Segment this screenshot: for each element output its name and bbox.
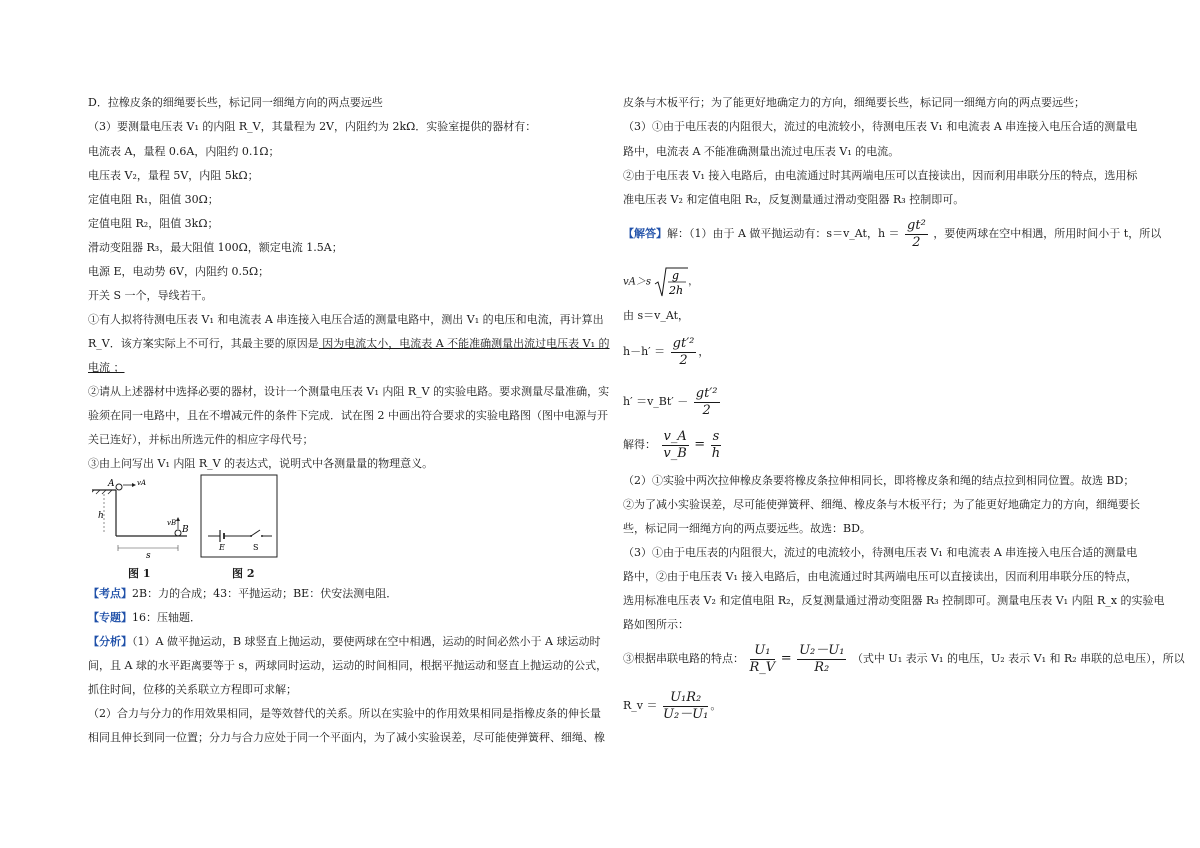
figure-1-caption: 图 1 <box>128 567 151 580</box>
fraction-u1-over-rv: $\frac{\text{U₁}}{R\_V}$ <box>749 642 776 675</box>
kaodian-line <box>88 587 397 601</box>
answer-blank-1: 因为电流太小，电流表 A 不能准确测量出流过电压表 V₁ 的 <box>318 337 610 350</box>
jieda-tag: 【解答】 <box>623 227 667 240</box>
equipment-voltmeter-v2: 电压表 V₂，量程 5V，内阻 5kΩ； <box>88 169 259 182</box>
sub-question-3: ③由上问写出 V₁ 内阻 R_V 的表达式，说明式中各测量量的物理意义。 <box>88 457 434 470</box>
right-line-13: ②为了减小实验误差，尽可能使弹簧秤、细绳、橡皮条与木板平行；为了能更好地确定力的方向，细绳要长 <box>623 498 1140 511</box>
sub-question-2-line2: 验须在同一电路中，且在不增减元件的条件下完成．试在图 2 中画出符合要求的实验电路图（图中电源与开 <box>88 409 608 422</box>
right-line-17: 选用标准电压表 V₂ 和定值电阻 R₂，反复测量通过滑动变阻器 R₃ 控制即可。测量电压表 V₁ 内阻 R_x 的实验电 <box>623 594 1165 607</box>
answer-blank-1-end: 电流 ； <box>88 361 125 374</box>
right-line-15: （3）①由于电压表的内阻很大，流过的电流较小，待测电压表 V₁ 和电流表 A 串连接入电压合适的测量电 <box>623 546 1138 559</box>
eq-h-minus-hp-end: ， <box>698 345 710 358</box>
eq-hp <box>623 382 722 422</box>
fenxi-line3: 抓住时间，位移的关系联立方程即可求解； <box>88 683 297 696</box>
figure-1-diagram <box>92 476 192 566</box>
fraction-va-over-vb: $\frac{v\_A}{v\_B}$ <box>663 428 687 461</box>
eq-rv-result <box>623 684 721 728</box>
fraction-u2-minus-u1-over-r2: $\frac{\text{U₂－U₁}}{\text{R₂}}$ <box>799 642 845 675</box>
fenxi-line5: 相同且伸长到同一位置；分力与合力应处于同一个平面内，为了减小实验误差，尽可能使弹簧秤、细绳、橡 <box>88 731 605 744</box>
fraction-u1r2-over-u2-minus-u1: $\frac{\text{U₁R₂}}{\text{U₂－U₁}}$ <box>663 689 709 722</box>
fenxi-tag: 【分析】 <box>88 635 132 648</box>
fenxi-line4: （2）合力与分力的作用效果相同，是等效替代的关系。所以在实验中的作用效果相同是指橡皮条的伸长量 <box>88 707 601 720</box>
kaodian-text: 2B：力的合成；43：平抛运动；BE：伏安法测电阻． <box>132 587 398 600</box>
fig2-label-e: E <box>219 543 225 552</box>
fraction-gt2-over-2: $\frac{\text{gt²}}{2}$ <box>907 217 926 250</box>
kaodian-tag: 【考点】 <box>88 587 132 600</box>
right-line-14: 些，标记同一细绳方向的两点要远些。故选：BD。 <box>623 522 871 535</box>
inequality-lhs: vA＞s <box>623 276 652 288</box>
eq-series-circuit: ③根据串联电路的特点： $\frac{\text{U₁}}{R\_V}$ = $\frac{\text{U₂－U₁}}{\text{R₂}}$ （式中 U₁ 表示 V₁ 的电压，U₂ 表示 V₁ 和 R₂ 串联的总电压），所以 <box>623 642 1185 675</box>
right-line-18: 路如图所示： <box>623 618 689 631</box>
right-line-1: 皮条与木板平行；为了能更好地确定力的方向，细绳要长些，标记同一细绳方向的两点要远些； <box>623 96 1085 109</box>
jieda-text-2: ，要使两球在空中相遇，所用时间小于 t，所以 <box>933 227 1162 240</box>
jieda-text-1: 解：（1）由于 A 做平抛运动有：s＝v_At，h ＝ <box>667 227 900 240</box>
equipment-r1: 定值电阻 R₁，阻值 30Ω； <box>88 193 219 206</box>
eq-h-minus-hp-lhs: h－h′ ＝ <box>623 345 666 358</box>
jieda-line <box>623 214 1161 254</box>
right-line-3: 路中，电流表 A 不能准确测量出流过电压表 V₁ 的电流。 <box>623 145 900 158</box>
equipment-ammeter: 电流表 A，量程 0.6A，内阻约 0.1Ω； <box>88 145 280 158</box>
fig1-label-a: A <box>108 479 115 489</box>
equipment-r3: 滑动变阻器 R₃，最大阻值 100Ω，额定电流 1.5A； <box>88 241 343 254</box>
sub-question-1-line2 <box>88 337 610 351</box>
question-3-intro: （3）要测量电压表 V₁ 的内阻 R_V，其量程为 2V，内阻约为 2kΩ．实验室提供的器材有： <box>88 120 537 133</box>
fig2-label-s: S <box>253 543 259 552</box>
sub-question-2-line3: 关已连好），并标出所选元件的相应字母代号； <box>88 433 314 446</box>
right-line-5: 准电压表 V₂ 和定值电阻 R₂，反复测量通过滑动变阻器 R₃ 控制即可。 <box>623 193 965 206</box>
sqrt-symbol <box>654 266 688 298</box>
zhuanti-line <box>88 611 201 625</box>
inequality-line <box>623 266 698 298</box>
fraction-s-over-h: $\frac{s}{h}$ <box>711 428 721 461</box>
zhuanti-tag: 【专题】 <box>88 611 132 624</box>
sub-question-1-line1: ①有人拟将待测电压表 V₁ 和电流表 A 串连接入电压合适的测量电路中，测出 V₁ 的电压和电流，再计算出 <box>88 313 604 326</box>
eq-hp-lhs: h′ ＝v_Bt′ － <box>623 395 689 408</box>
zhuanti-text: 16：压轴题． <box>132 611 201 624</box>
equipment-source: 电源 E，电动势 6V，内阻约 0.5Ω； <box>88 265 270 278</box>
equipment-switch: 开关 S 一个，导线若干。 <box>88 289 213 302</box>
rv-end: 。 <box>710 699 722 712</box>
fraction-gtp2-over-2-a: $\frac{\text{gt′²}}{2}$ <box>672 335 695 368</box>
fig1-label-h: h <box>98 511 104 521</box>
eq-h-minus-hp <box>623 332 709 372</box>
right-line-16: 路中，②由于电压表 V₁ 接入电路后，由电流通过时其两端电压可以直接读出，因而利用串联分压的特点， <box>623 570 1138 583</box>
fraction-gtp2-over-2-b: $\frac{\text{gt′²}}{2}$ <box>695 385 718 418</box>
rv-label: R_v ＝ <box>623 699 658 712</box>
figure-2-diagram <box>200 474 280 560</box>
fig1-label-vb: vB <box>167 519 177 527</box>
fig1-label-s: s <box>146 551 151 561</box>
figure-2-caption: 图 2 <box>232 567 255 580</box>
series-note: （式中 U₁ 表示 V₁ 的电压，U₂ 表示 V₁ 和 R₂ 串联的总电压），所以 <box>851 652 1185 665</box>
right-line-s-equals: 由 s＝v_At， <box>623 309 690 322</box>
inequality-end: ， <box>688 276 699 288</box>
solution-label: 解得： <box>623 438 656 451</box>
fenxi-text-1: （1）A 做平抛运动，B 球竖直上抛运动，要使两球在空中相遇，运动的时间必然小于 A 球运动时 <box>132 635 601 648</box>
eq-solution: 解得： $\frac{v\_A}{v\_B}$ = $\frac{s}{h}$ <box>623 428 721 461</box>
sqrt-denominator: 2h <box>669 284 684 297</box>
fenxi-line2: 间，且 A 球的水平距离要等于 s，两球同时运动，运动的时间相同，根据平抛运动和竖直上抛运动的公式， <box>88 659 608 672</box>
sub-question-1-text: R_V．该方案实际上不可行，其最主要的原因是 <box>88 337 319 350</box>
right-line-4: ②由于电压表 V₁ 接入电路后，由电流通过时其两端电压可以直接读出，因而利用串联分压的特点，选用标 <box>623 169 1138 182</box>
equipment-r2: 定值电阻 R₂，阻值 3kΩ； <box>88 217 219 230</box>
sqrt-numerator: g <box>672 269 680 282</box>
fenxi-line1 <box>88 635 600 649</box>
series-label: ③根据串联电路的特点： <box>623 652 744 665</box>
fig1-label-b: B <box>182 525 189 535</box>
fig1-label-va: vA <box>137 479 147 487</box>
right-line-2: （3）①由于电压表的内阻很大，流过的电流较小，待测电压表 V₁ 和电流表 A 串连接入电压合适的测量电 <box>623 120 1138 133</box>
sub-question-2-line1: ②请从上述器材中选择必要的器材，设计一个测量电压表 V₁ 内阻 R_V 的实验电路。要求测量尽量准确，实 <box>88 385 610 398</box>
right-line-12: （2）①实验中两次拉伸橡皮条要将橡皮条拉伸相同长，即将橡皮条和绳的结点拉到相同位置。故选 BD； <box>623 474 1135 487</box>
option-d: D．拉橡皮条的细绳要长些，标记同一细绳方向的两点要远些 <box>88 96 383 109</box>
